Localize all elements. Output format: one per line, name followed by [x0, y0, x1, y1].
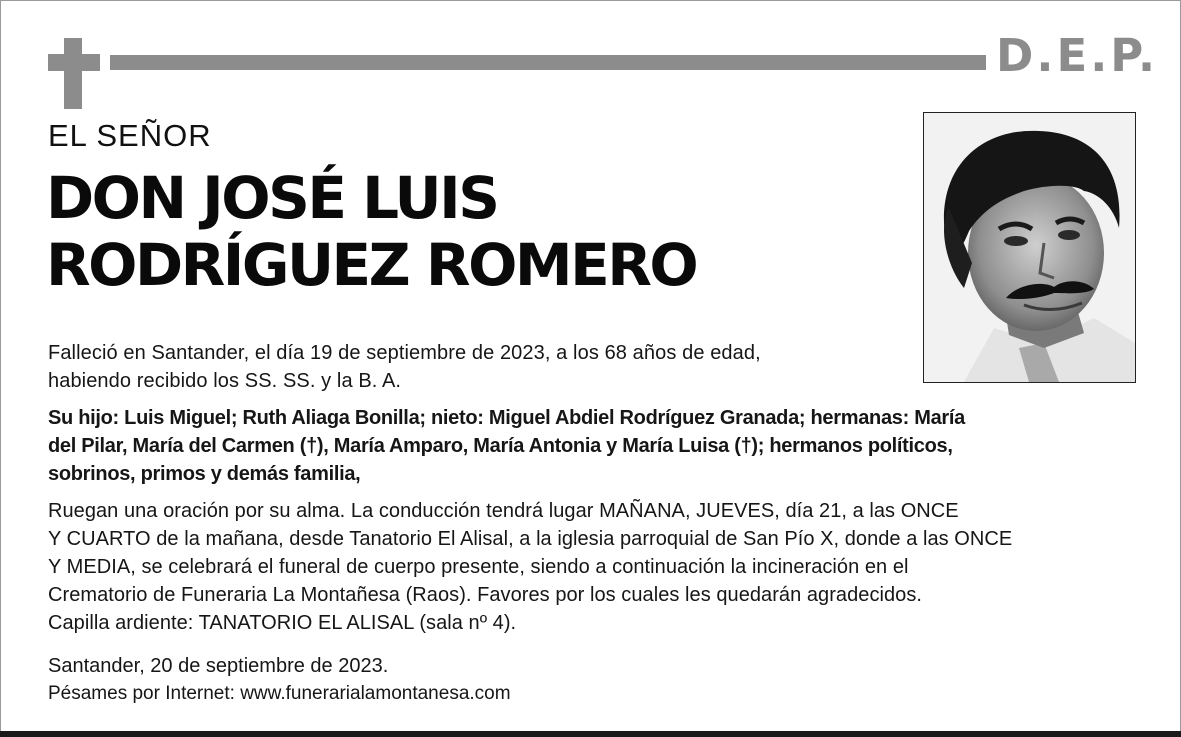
name-line-1: DON JOSÉ LUIS — [46, 164, 498, 232]
service-details — [48, 497, 1158, 637]
name-line-2: RODRÍGUEZ ROMERO — [46, 231, 697, 299]
service-line: Y CUARTO de la mañana, desde Tanatorio El Alisal, a la iglesia parroquial de San Pío X, donde a las ONCE — [48, 528, 1013, 550]
family-list — [48, 404, 1128, 488]
service-line: Y MEDIA, se celebrará el funeral de cuerpo presente, siendo a continuación la incineración en el — [48, 556, 909, 578]
condolences-link: Pésames por Internet: www.funerarialamontanesa.com — [48, 683, 511, 704]
honorific: EL SEÑOR — [48, 118, 212, 153]
service-line: Crematorio de Funeraria La Montañesa (Raos). Favores por los cuales les quedarán agradecidos. — [48, 584, 922, 606]
portrait-photo — [923, 112, 1136, 383]
death-notice-line: Falleció en Santander, el día 19 de septiembre de 2023, a los 68 años de edad, — [48, 342, 761, 364]
death-notice-line: habiendo recibido los SS. SS. y la B. A. — [48, 370, 402, 392]
service-line: Ruegan una oración por su alma. La conducción tendrá lugar MAÑANA, JUEVES, día 21, a las ONCE — [48, 500, 959, 522]
deceased-name — [46, 165, 696, 299]
header-rule — [110, 55, 986, 70]
family-line: sobrinos, primos y demás familia, — [48, 463, 361, 485]
dep-label: D.E.P. — [996, 29, 1159, 82]
family-line: del Pilar, María del Carmen (†), María Amparo, María Antonia y María Luisa (†); hermanos políticos, — [48, 435, 953, 457]
place-date: Santander, 20 de septiembre de 2023. — [48, 655, 389, 677]
bottom-rule — [0, 731, 1181, 737]
service-line: Capilla ardiente: TANATORIO EL ALISAL (sala nº 4). — [48, 612, 517, 634]
death-notice — [48, 339, 898, 395]
cross-icon — [48, 38, 100, 109]
family-line: Su hijo: Luis Miguel; Ruth Aliaga Bonilla; nieto: Miguel Abdiel Rodríguez Granada; hermanas: María — [48, 407, 965, 429]
